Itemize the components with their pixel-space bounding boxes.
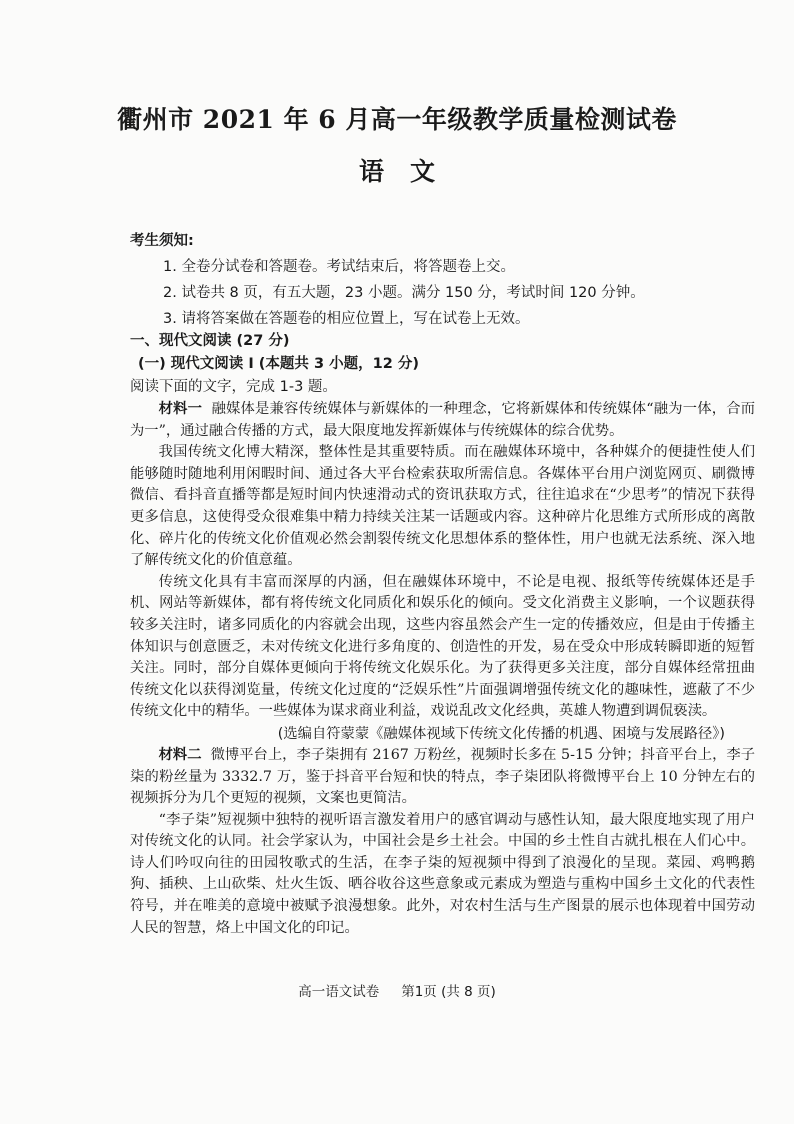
footer-page-number: 第1页 (共 8 页) bbox=[401, 984, 496, 1000]
candidate-notice bbox=[130, 228, 750, 332]
material-label: 材料二 bbox=[158, 746, 202, 763]
material-paragraph: 我国传统文化博大精深，整体性是其重要特质。而在融媒体环境中，各种媒介的便捷性使人们能够随时随地利用闲暇时间、通过各大平台检索获取所需信息。各媒体平台用户浏览网页、刷微博微信、看抖音直播等都是短时间内快速滑动式的资讯获取方式，往往追求在“少思考”的情况下获得更多信息，这使得受众很难集中精力持续关注某一话题或内容。这种碎片化思维方式所形成的离散化、碎片化的传统文化价值观必然会割裂传统文化思想体系的整体性，用户也就无法系统、深入地了解传统文化的价值意蕴。 bbox=[130, 444, 755, 569]
subsection-heading: (一) 现代文阅读 I (本题共 3 小题，12 分) bbox=[138, 356, 419, 372]
notice-item: 2. 试卷共 8 页，有五大题，23 小题。满分 150 分，考试时间 120 分钟。 bbox=[163, 285, 645, 301]
reading-section bbox=[130, 330, 755, 939]
material-paragraph: 传统文化具有丰富而深厚的内涵，但在融媒体环境中，不论是电视、报纸等传统媒体还是手机、网站等新媒体，都有将传统文化同质化和娱乐化的倾向。受文化消费主义影响，一个议题获得较多关注时，诸多同质化的内容就会出现，这些内容虽然会产生一定的传播效应，但是由于传播主体知识与创意匮乏，未对传统文化进行多角度的、创造性的开发，易在受众中形成转瞬即逝的短暂关注。同时，部分自媒体更倾向于将传统文化娱乐化。为了获得更多关注度，部分自媒体经常扭曲传统文化以获得浏览量，传统文化过度的“泛娱乐性”片面强调增强传统文化的趣味性，遮蔽了不少传统文化中的精华。一些媒体为谋求商业利益，戏说乱改文化经典，英雄人物遭到调侃亵渎。 bbox=[130, 573, 755, 720]
material-paragraph: “李子柒”短视频中独特的视听语言激发着用户的感官调动与感性认知，最大限度地实现了用户对传统文化的认同。社会学家认为，中国社会是乡土社会。中国的乡土性自古就扎根在人们心中。诗人们吟叹向往的田园牧歌式的生活，在李子柒的短视频中得到了浪漫化的呈现。菜园、鸡鸭鹅狗、插秧、上山砍柴、灶火生饭、晒谷收谷这些意象或元素成为塑造与重构中国乡土文化的代表性符号，并在唯美的意境中被赋予浪漫想象。此外，对农村生活与生产图景的展示也体现着中国劳动人民的智慧，烙上中国文化的印记。 bbox=[130, 811, 755, 936]
notice-item: 3. 请将答案做在答题卷的相应位置上，写在试卷上无效。 bbox=[163, 311, 530, 327]
material-paragraph bbox=[130, 399, 755, 442]
notice-item: 1. 全卷分试卷和答题卷。考试结束后，将答题卷上交。 bbox=[163, 259, 515, 275]
exam-title: 衢州市 2021 年 6 月高一年级教学质量检测试卷 bbox=[117, 105, 677, 134]
footer-paper-name: 高一语文试卷 bbox=[298, 984, 380, 1000]
section-heading: 一、现代文阅读 (27 分) bbox=[130, 333, 290, 349]
material-label: 材料一 bbox=[158, 401, 203, 417]
material-paragraph bbox=[130, 745, 755, 810]
material-source: (选编自符蒙蒙《融媒体视域下传统文化传播的机遇、困境与发展路径》) bbox=[277, 725, 725, 742]
paragraph-text: 微博平台上，李子柒拥有 2167 万粉丝，视频时长多在 5-15 分钟；抖音平台上，李子柒的粉丝量为 3332.7 万，鉴于抖音平台短和快的特点，李子柒团队将微博平台上 10 分钟左右的视频拆分为几个更短的视频，文案也更简洁。 bbox=[130, 746, 756, 807]
reading-instruction: 阅读下面的文字，完成 1-3 题。 bbox=[130, 379, 337, 395]
page-footer bbox=[0, 980, 794, 1000]
paragraph-text: 融媒体是兼容传统媒体与新媒体的一种理念，它将新媒体和传统媒体“融为一体，合而为一”，通过融合传播的方式，最大限度地发挥新媒体与传统媒体的综合优势。 bbox=[130, 401, 756, 439]
notice-heading: 考生须知: bbox=[130, 233, 194, 249]
subject-title: 语文 bbox=[358, 157, 461, 186]
